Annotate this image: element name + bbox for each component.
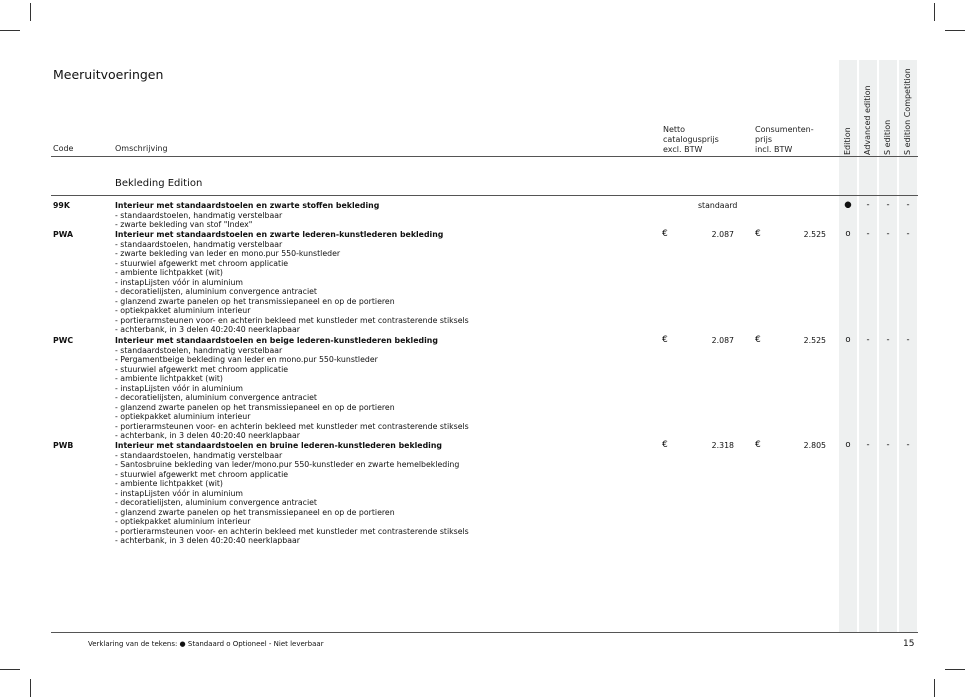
- header-net-price: [663, 125, 719, 155]
- section-title: Bekleding Edition: [115, 178, 203, 189]
- header-consumer-price-line: incl. BTW: [755, 145, 793, 154]
- header-consumer-price-line: Consumenten-: [755, 125, 814, 134]
- list-item: - ambiente lichtpakket (wit): [115, 268, 223, 277]
- crop-mark: [0, 30, 20, 31]
- net-price: standaard: [698, 201, 738, 210]
- list-item: - zwarte bekleding van leder en mono.pur 550-kunstleder: [115, 249, 341, 258]
- mark-s-edition-competition: -: [906, 440, 910, 450]
- mark-s-edition-competition: -: [906, 200, 910, 210]
- euro-icon: €: [662, 440, 668, 450]
- header-code: Code: [53, 144, 74, 153]
- euro-icon: €: [755, 335, 761, 345]
- list-item: - instapLijsten vóór in aluminium: [115, 488, 243, 498]
- list-item: - standaardstoelen, handmatig verstelbaar: [115, 210, 283, 220]
- list-item: - instapLijsten vóór in aluminium: [115, 383, 243, 393]
- mark-advanced-edition: -: [866, 200, 870, 210]
- mark-s-edition: -: [886, 229, 890, 239]
- header-description: Omschrijving: [115, 144, 168, 153]
- net-price: 2.087: [711, 230, 734, 239]
- euro-icon: €: [755, 440, 761, 450]
- list-item: - Pergamentbeige bekleding van leder en mono.pur 550-kunstleder: [115, 355, 378, 364]
- header-net-price-line: Netto: [663, 125, 686, 134]
- option-code: PWC: [53, 336, 74, 345]
- header-advanced-edition: Advanced edition: [863, 85, 872, 155]
- crop-mark: [934, 679, 935, 697]
- crop-mark: [0, 669, 20, 670]
- list-item: - portierarmsteunen voor- en achterin bekleed met kunstleder met contrasterende stiksels: [115, 315, 469, 325]
- option-title: Interieur met standaardstoelen en zwarte stoffen bekleding: [115, 201, 380, 210]
- list-item: - stuurwiel afgewerkt met chroom applicatie: [115, 258, 289, 268]
- header-edition: Edition: [843, 127, 852, 155]
- header-consumer-price: [755, 125, 814, 155]
- list-item: - ambiente lichtpakket (wit): [115, 479, 223, 488]
- mark-edition: ●: [844, 200, 852, 210]
- option-code: PWA: [53, 230, 73, 239]
- euro-icon: €: [662, 335, 668, 345]
- mark-s-edition-competition: -: [906, 335, 910, 345]
- crop-mark: [30, 3, 31, 21]
- page-number: 15: [903, 639, 915, 649]
- list-item: - achterbank, in 3 delen 40:20:40 neerklapbaar: [115, 325, 301, 334]
- mark-s-edition: -: [886, 440, 890, 450]
- net-price: 2.087: [711, 336, 734, 345]
- header-divider: [51, 156, 918, 157]
- consumer-price: 2.525: [803, 230, 826, 239]
- mark-s-edition: -: [886, 200, 890, 210]
- option-title: Interieur met standaardstoelen en bruine lederen-kunstlederen bekleding: [115, 441, 442, 450]
- footer-divider: [51, 632, 918, 633]
- option-items: [115, 211, 282, 230]
- list-item: - glanzend zwarte panelen op het transmissiepaneel en op de portieren: [115, 296, 395, 306]
- option-items: [115, 346, 469, 441]
- list-item: - portierarmsteunen voor- en achterin bekleed met kunstleder met contrasterende stiksels: [115, 421, 469, 431]
- mark-advanced-edition: -: [866, 229, 870, 239]
- mark-advanced-edition: -: [866, 335, 870, 345]
- header-s-edition-competition: S edition Competition: [903, 68, 912, 155]
- list-item: - achterbank, in 3 delen 40:20:40 neerklapbaar: [115, 431, 301, 440]
- list-item: - decoratielijsten, aluminium convergence antraciet: [115, 393, 317, 402]
- header-net-price-line: catalogusprijs: [663, 135, 719, 144]
- euro-icon: €: [662, 229, 668, 239]
- mark-s-edition-competition: -: [906, 229, 910, 239]
- list-item: - glanzend zwarte panelen op het transmissiepaneel en op de portieren: [115, 402, 395, 412]
- option-items: [115, 451, 469, 546]
- list-item: - glanzend zwarte panelen op het transmissiepaneel en op de portieren: [115, 507, 395, 517]
- list-item: - standaardstoelen, handmatig verstelbaar: [115, 450, 283, 460]
- option-code: PWB: [53, 441, 74, 450]
- list-item: - optiekpakket aluminium interieur: [115, 306, 251, 315]
- option-title: Interieur met standaardstoelen en zwarte lederen-kunstlederen bekleding: [115, 230, 444, 239]
- list-item: - decoratielijsten, aluminium convergence antraciet: [115, 287, 317, 296]
- mark-edition: o: [845, 440, 851, 450]
- list-item: - standaardstoelen, handmatig verstelbaar: [115, 345, 283, 355]
- list-item: - optiekpakket aluminium interieur: [115, 517, 251, 526]
- crop-mark: [945, 669, 965, 670]
- page-title: Meeruitvoeringen: [53, 67, 164, 82]
- list-item: - optiekpakket aluminium interieur: [115, 412, 251, 421]
- legend: Verklaring van de tekens: ● Standaard o Optioneel - Niet leverbaar: [88, 640, 324, 648]
- net-price: 2.318: [711, 441, 734, 450]
- list-item: - stuurwiel afgewerkt met chroom applicatie: [115, 364, 289, 374]
- list-item: - stuurwiel afgewerkt met chroom applicatie: [115, 469, 289, 479]
- mark-advanced-edition: -: [866, 440, 870, 450]
- list-item: - zwarte bekleding van stof "Index": [115, 220, 253, 229]
- mark-edition: o: [845, 229, 851, 239]
- mark-s-edition: -: [886, 335, 890, 345]
- consumer-price: 2.525: [803, 336, 826, 345]
- crop-mark: [30, 679, 31, 697]
- list-item: - portierarmsteunen voor- en achterin bekleed met kunstleder met contrasterende stiksels: [115, 526, 469, 536]
- section-divider: [51, 195, 918, 196]
- header-consumer-price-line: prijs: [755, 135, 772, 144]
- list-item: - decoratielijsten, aluminium convergence antraciet: [115, 498, 317, 507]
- euro-icon: €: [755, 229, 761, 239]
- list-item: - instapLijsten vóór in aluminium: [115, 277, 243, 287]
- header-s-edition: S edition: [883, 119, 892, 155]
- list-item: - standaardstoelen, handmatig verstelbaar: [115, 239, 283, 249]
- header-net-price-line: excl. BTW: [663, 145, 703, 154]
- list-item: - achterbank, in 3 delen 40:20:40 neerklapbaar: [115, 536, 301, 545]
- consumer-price: 2.805: [803, 441, 826, 450]
- crop-mark: [945, 30, 965, 31]
- mark-edition: o: [845, 335, 851, 345]
- list-item: - Santosbruine bekleding van leder/mono.pur 550-kunstleder en zwarte hemelbekleding: [115, 460, 460, 469]
- crop-mark: [934, 3, 935, 21]
- option-title: Interieur met standaardstoelen en beige lederen-kunstlederen bekleding: [115, 336, 438, 345]
- option-code: 99K: [53, 201, 70, 210]
- list-item: - ambiente lichtpakket (wit): [115, 374, 223, 383]
- option-items: [115, 240, 469, 335]
